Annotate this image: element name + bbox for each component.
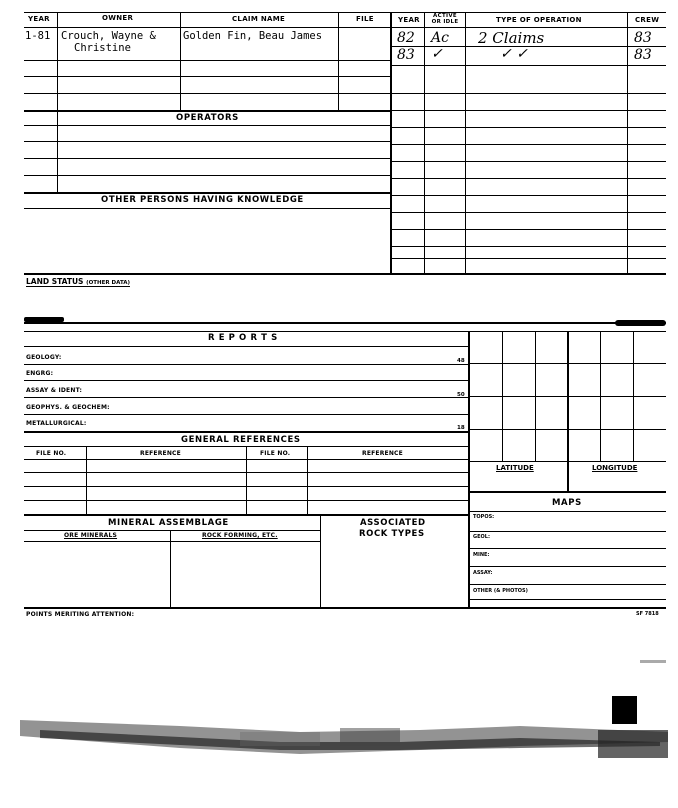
report-geology: GEOLOGY: xyxy=(26,354,62,361)
entry-owner-line1: Crouch, Wayne & xyxy=(61,30,156,42)
operators-title: OPERATORS xyxy=(176,113,239,123)
activity-year-2: 83 xyxy=(397,47,415,63)
activity-crew-1: 83 xyxy=(634,30,652,46)
entry-year: 1-81 xyxy=(25,30,51,42)
header-crew: CREW xyxy=(635,16,660,24)
header-owner: OWNER xyxy=(102,14,134,22)
reports-title: R E P O R T S xyxy=(208,333,278,343)
gr-header-file-no-1: FILE NO. xyxy=(36,450,67,457)
header-file: FILE xyxy=(356,15,374,23)
longitude-label: LONGITUDE xyxy=(592,464,638,472)
maps-assay: ASSAY: xyxy=(473,570,493,576)
form-number: SF 7818 xyxy=(636,611,659,617)
header-claim-name: CLAIM NAME xyxy=(232,15,286,23)
points-meriting-attention: POINTS MERITING ATTENTION: xyxy=(26,611,135,618)
land-status-label: LAND STATUS (OTHER DATA) xyxy=(26,277,131,286)
mineral-assemblage-title: MINERAL ASSEMBLAGE xyxy=(108,518,229,528)
header-year-2: YEAR xyxy=(398,16,420,24)
gr-header-file-no-2: FILE NO. xyxy=(260,450,291,457)
entry-owner-line2: Christine xyxy=(74,42,131,54)
header-year: YEAR xyxy=(28,15,50,23)
rock-forming-header: ROCK FORMING, ETC. xyxy=(202,532,278,539)
report-metallurgical: METALLURGICAL: xyxy=(26,420,87,427)
activity-operation-1: 2 Claims xyxy=(478,29,545,47)
activity-year-1: 82 xyxy=(397,30,415,46)
general-references-title: GENERAL REFERENCES xyxy=(181,435,301,445)
maps-mine: MINE: xyxy=(473,552,490,558)
maps-topos: TOPOS: xyxy=(473,514,495,520)
header-active-idle: ACTIVE OR IDLE xyxy=(431,13,459,25)
associated-rock-types-line1: ASSOCIATED xyxy=(360,518,426,528)
activity-status-2: ✓ xyxy=(431,46,443,62)
other-persons-title: OTHER PERSONS HAVING KNOWLEDGE xyxy=(101,195,304,205)
gr-header-reference-1: REFERENCE xyxy=(140,450,181,457)
report-assay: ASSAY & IDENT: xyxy=(26,387,83,394)
header-type-of-operation: TYPE OF OPERATION xyxy=(496,16,582,24)
activity-operation-2: ✓ ✓ xyxy=(500,46,528,62)
activity-crew-2: 83 xyxy=(634,47,652,63)
gr-header-reference-2: REFERENCE xyxy=(362,450,403,457)
maps-title: MAPS xyxy=(552,498,582,508)
ore-minerals-header: ORE MINERALS xyxy=(64,532,118,539)
report-geophys: GEOPHYS. & GEOCHEM: xyxy=(26,404,110,411)
maps-geol: GEOL: xyxy=(473,534,490,540)
latitude-label: LATITUDE xyxy=(496,464,534,472)
activity-status-1: Ac xyxy=(431,30,449,46)
scan-noise xyxy=(0,650,678,800)
associated-rock-types-line2: ROCK TYPES xyxy=(359,529,425,539)
separator-blot-right xyxy=(615,320,666,326)
maps-other: OTHER (& PHOTOS) xyxy=(473,588,528,594)
report-engrg: ENGRG: xyxy=(26,370,54,377)
entry-claim-name: Golden Fin, Beau James xyxy=(183,30,323,42)
